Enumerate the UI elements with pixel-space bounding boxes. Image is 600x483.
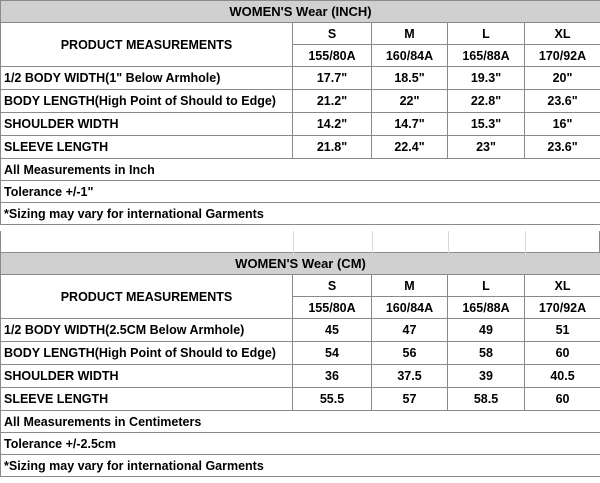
measurement-value: 54 bbox=[293, 342, 372, 365]
measurement-value: 45 bbox=[293, 319, 372, 342]
size-header-row bbox=[1, 23, 600, 45]
measurement-row bbox=[1, 90, 600, 113]
measurement-value: 55.5 bbox=[293, 388, 372, 411]
measurement-value: 14.2" bbox=[293, 113, 372, 136]
note-row bbox=[1, 455, 600, 477]
note-row bbox=[1, 181, 600, 203]
size-code: 170/92A bbox=[525, 45, 600, 67]
table-spacer bbox=[0, 231, 600, 253]
measurement-row bbox=[1, 113, 600, 136]
note-text: *Sizing may vary for international Garments bbox=[1, 455, 600, 477]
measurement-value: 19.3" bbox=[448, 67, 525, 90]
measurement-value: 37.5 bbox=[372, 365, 448, 388]
measurement-value: 56 bbox=[372, 342, 448, 365]
measurement-row bbox=[1, 388, 600, 411]
measurement-value: 58 bbox=[448, 342, 525, 365]
measurement-value: 40.5 bbox=[525, 365, 600, 388]
measurement-value: 15.3" bbox=[448, 113, 525, 136]
note-row bbox=[1, 433, 600, 455]
product-measurements-header: PRODUCT MEASUREMENTS bbox=[1, 23, 293, 67]
size-header: M bbox=[372, 23, 448, 45]
measurement-label: 1/2 BODY WIDTH(2.5CM Below Armhole) bbox=[1, 319, 293, 342]
note-text: All Measurements in Centimeters bbox=[1, 411, 600, 433]
size-code: 160/84A bbox=[372, 297, 448, 319]
size-header: L bbox=[448, 23, 525, 45]
measurement-value: 36 bbox=[293, 365, 372, 388]
measurement-label: SHOULDER WIDTH bbox=[1, 113, 293, 136]
note-text: Tolerance +/-2.5cm bbox=[1, 433, 600, 455]
measurement-value: 21.8" bbox=[293, 136, 372, 159]
measurement-label: SLEEVE LENGTH bbox=[1, 136, 293, 159]
note-text: Tolerance +/-1" bbox=[1, 181, 600, 203]
measurement-value: 16" bbox=[525, 113, 600, 136]
measurement-label: BODY LENGTH(High Point of Should to Edge) bbox=[1, 342, 293, 365]
table-title-row bbox=[1, 253, 600, 275]
note-text: All Measurements in Inch bbox=[1, 159, 600, 181]
note-row bbox=[1, 159, 600, 181]
measurement-value: 49 bbox=[448, 319, 525, 342]
measurement-value: 39 bbox=[448, 365, 525, 388]
size-header: XL bbox=[525, 23, 600, 45]
measurement-label: SLEEVE LENGTH bbox=[1, 388, 293, 411]
measurement-value: 20" bbox=[525, 67, 600, 90]
size-code: 170/92A bbox=[525, 297, 600, 319]
table-title: WOMEN'S Wear (INCH) bbox=[1, 1, 600, 23]
product-measurements-header: PRODUCT MEASUREMENTS bbox=[1, 275, 293, 319]
size-header: S bbox=[293, 275, 372, 297]
measurement-value: 47 bbox=[372, 319, 448, 342]
measurement-value: 23" bbox=[448, 136, 525, 159]
cm-size-table bbox=[0, 252, 600, 477]
measurement-value: 17.7" bbox=[293, 67, 372, 90]
measurement-label: SHOULDER WIDTH bbox=[1, 365, 293, 388]
measurement-value: 18.5" bbox=[372, 67, 448, 90]
size-header: L bbox=[448, 275, 525, 297]
measurement-value: 51 bbox=[525, 319, 600, 342]
measurement-value: 60 bbox=[525, 388, 600, 411]
note-row bbox=[1, 203, 600, 225]
measurement-row bbox=[1, 67, 600, 90]
measurement-row bbox=[1, 365, 600, 388]
size-code: 165/88A bbox=[448, 45, 525, 67]
measurement-value: 14.7" bbox=[372, 113, 448, 136]
size-header: M bbox=[372, 275, 448, 297]
size-header-row bbox=[1, 275, 600, 297]
measurement-value: 57 bbox=[372, 388, 448, 411]
size-code: 155/80A bbox=[293, 45, 372, 67]
note-row bbox=[1, 411, 600, 433]
inch-size-table bbox=[0, 0, 600, 225]
size-code: 165/88A bbox=[448, 297, 525, 319]
size-header: S bbox=[293, 23, 372, 45]
measurement-label: 1/2 BODY WIDTH(1" Below Armhole) bbox=[1, 67, 293, 90]
note-text: *Sizing may vary for international Garments bbox=[1, 203, 600, 225]
measurement-label: BODY LENGTH(High Point of Should to Edge) bbox=[1, 90, 293, 113]
measurement-value: 58.5 bbox=[448, 388, 525, 411]
size-header: XL bbox=[525, 275, 600, 297]
measurement-row bbox=[1, 342, 600, 365]
measurement-value: 22.4" bbox=[372, 136, 448, 159]
measurement-value: 23.6" bbox=[525, 136, 600, 159]
size-code: 155/80A bbox=[293, 297, 372, 319]
measurement-value: 23.6" bbox=[525, 90, 600, 113]
table-title: WOMEN'S Wear (CM) bbox=[1, 253, 600, 275]
measurement-row bbox=[1, 136, 600, 159]
measurement-value: 21.2" bbox=[293, 90, 372, 113]
measurement-value: 22" bbox=[372, 90, 448, 113]
measurement-value: 22.8" bbox=[448, 90, 525, 113]
size-code: 160/84A bbox=[372, 45, 448, 67]
measurement-row bbox=[1, 319, 600, 342]
measurement-value: 60 bbox=[525, 342, 600, 365]
table-title-row bbox=[1, 1, 600, 23]
